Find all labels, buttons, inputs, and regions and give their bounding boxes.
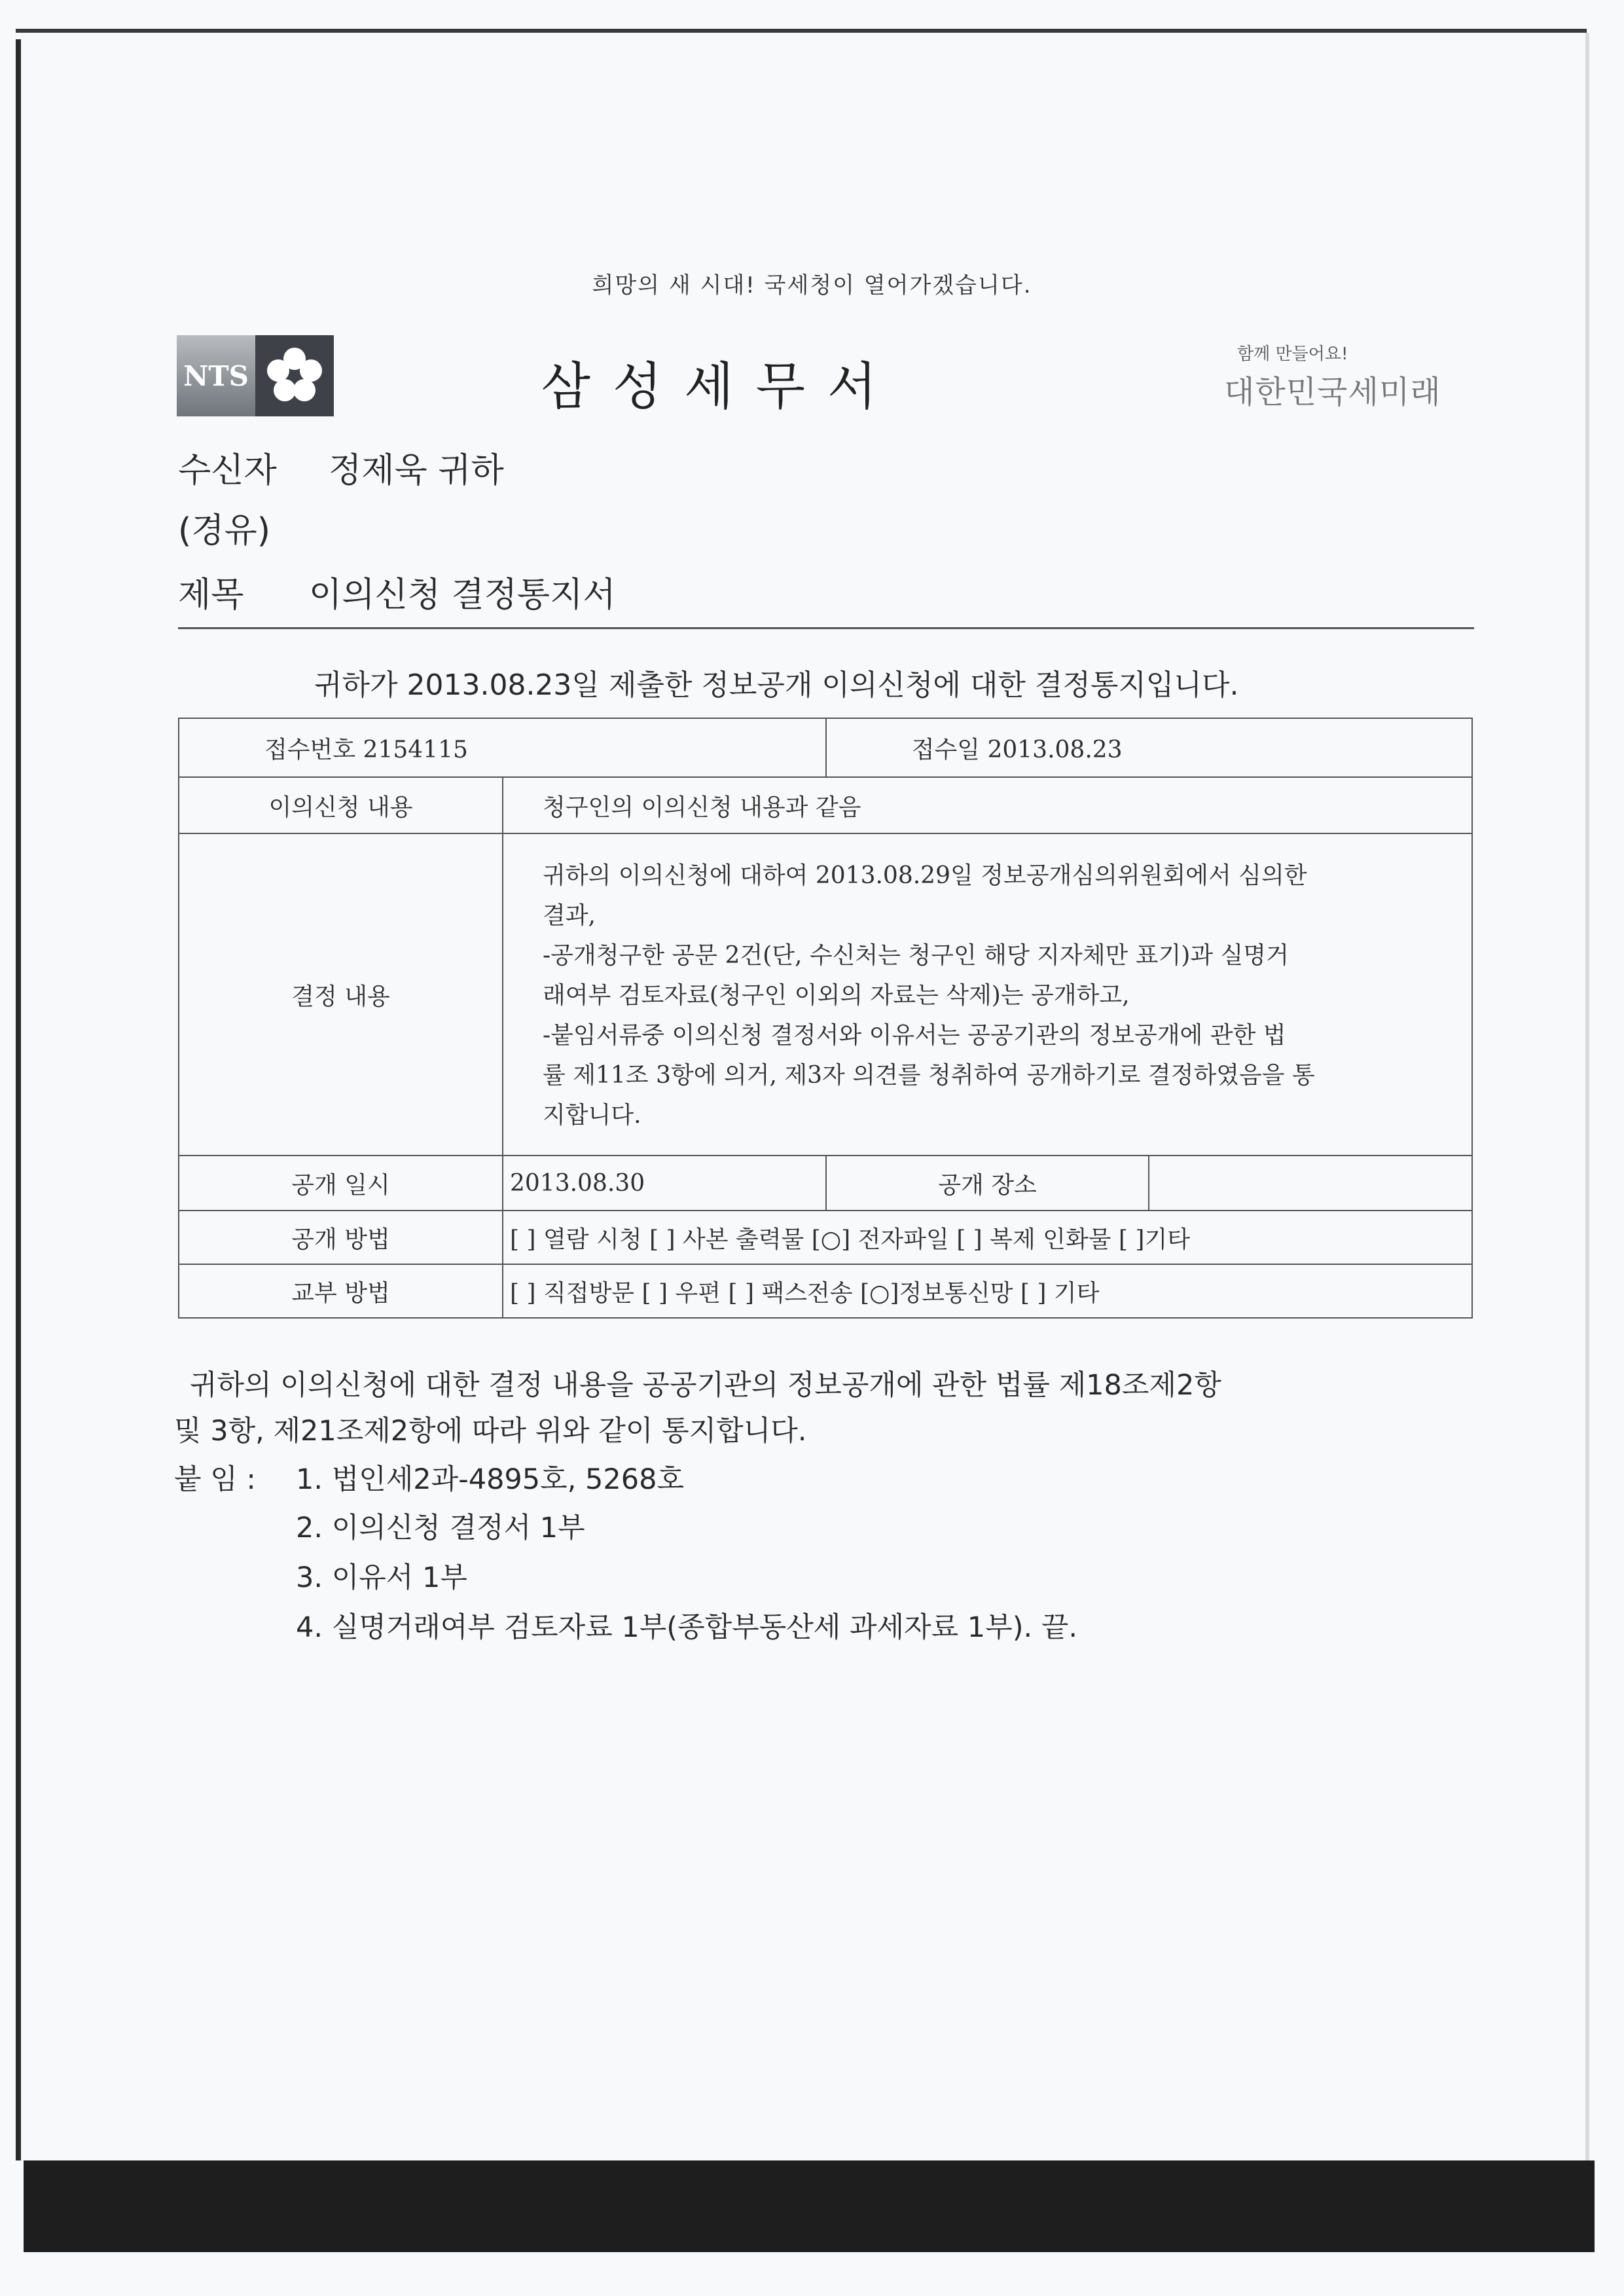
disclosure-method-options: [ ] 열람 시청 [ ] 사본 출력물 [○] 전자파일 [ ] 복제 인화물 [ ]기타 [503, 1211, 1472, 1264]
flower-emblem-icon [255, 335, 334, 416]
delivery-method-label: 교부 방법 [179, 1264, 503, 1318]
scan-border-left [16, 39, 21, 2160]
table-row [179, 1264, 1472, 1318]
decision-table [178, 718, 1473, 1319]
slogan: 희망의 새 시대! 국세청이 열어가겠습니다. [592, 272, 1032, 299]
disclosure-date-label: 공개 일시 [179, 1156, 503, 1211]
recipient-label: 수신자 [178, 451, 277, 490]
disclosure-method-label: 공개 방법 [179, 1211, 503, 1264]
table-row [179, 718, 1472, 777]
closing-line-2: 및 3항, 제21조제2항에 따라 위와 같이 통지합니다. [174, 1415, 807, 1448]
decision-line: 지합니다. [542, 1101, 641, 1129]
decision-line: 결과, [542, 902, 596, 929]
attachment-item: 2. 이의신청 결정서 1부 [296, 1512, 585, 1544]
scan-border-bottom [24, 2160, 1595, 2252]
recipient-row [178, 443, 504, 492]
table-row [179, 1211, 1472, 1264]
decision-line: 귀하의 이의신청에 대하여 2013.08.29일 정보공개심의위원회에서 심의한 [542, 862, 1307, 889]
closing-line-1: 귀하의 이의신청에 대한 결정 내용을 공공기관의 정보공개에 관한 법률 제18조제2항 [190, 1369, 1221, 1402]
delivery-method-options: [ ] 직접방문 [ ] 우편 [ ] 팩스전송 [○]정보통신망 [ ] 기타 [503, 1264, 1472, 1318]
attachment-item: 1. 법인세2과-4895호, 5268호 [296, 1463, 684, 1496]
decision-line: 래여부 검토자료(청구인 이외의 자료는 삭제)는 공개하고, [542, 981, 1130, 1009]
via-row [178, 503, 270, 552]
decision-line: -공개청구한 공문 2건(단, 수신처는 청구인 해당 지자체만 표기)과 실명거 [542, 941, 1289, 969]
table-row [179, 777, 1472, 833]
disclosure-place [1149, 1156, 1472, 1211]
scan-border-right [1585, 33, 1589, 2160]
campaign-logo-small-text: 함께 만들어요! [1237, 344, 1348, 364]
subject-row [178, 567, 616, 616]
intro-sentence: 귀하가 2013.08.23일 제출한 정보공개 이의신청에 대한 결정통지입니다. [314, 668, 1239, 702]
scan-border-top [16, 29, 1587, 33]
nts-logo-text: NTS [177, 335, 255, 416]
decision-label: 결정 내용 [179, 833, 503, 1156]
decision-line: 률 제11조 3항에 의거, 제3자 의견를 청취하여 공개하기로 결정하였음을 통 [542, 1061, 1315, 1089]
via-label: (경유) [178, 511, 271, 551]
receipt-number: 접수번호 2154115 [179, 718, 826, 777]
objection-label: 이의신청 내용 [179, 777, 503, 833]
nts-logo [177, 335, 334, 416]
header-divider [178, 627, 1474, 629]
subject-label: 제목 [178, 575, 244, 615]
table-row [179, 1156, 1472, 1211]
disclosure-date: 2013.08.30 [503, 1156, 826, 1211]
campaign-logo [1224, 340, 1473, 419]
attachment-label: 붙 임 : [174, 1463, 256, 1496]
recipient-name: 정제욱 귀하 [329, 451, 504, 490]
campaign-logo-main-text: 대한민국세미래 [1224, 374, 1441, 410]
attachment-item: 3. 이유서 1부 [296, 1561, 467, 1594]
receipt-date: 접수일 2013.08.23 [826, 718, 1472, 777]
subject-text: 이의신청 결정통지서 [309, 575, 616, 615]
attachment-item: 4. 실명거래여부 검토자료 1부(종합부동산세 과세자료 1부). 끝. [296, 1611, 1078, 1644]
office-title: 삼성세무서 [541, 357, 899, 416]
decision-content [503, 833, 1472, 1156]
objection-content: 청구인의 이의신청 내용과 같음 [503, 777, 1472, 833]
table-row [179, 833, 1472, 1156]
decision-line: -붙임서류중 이의신청 결정서와 이유서는 공공기관의 정보공개에 관한 법 [542, 1021, 1286, 1049]
disclosure-place-label: 공개 장소 [826, 1156, 1149, 1211]
